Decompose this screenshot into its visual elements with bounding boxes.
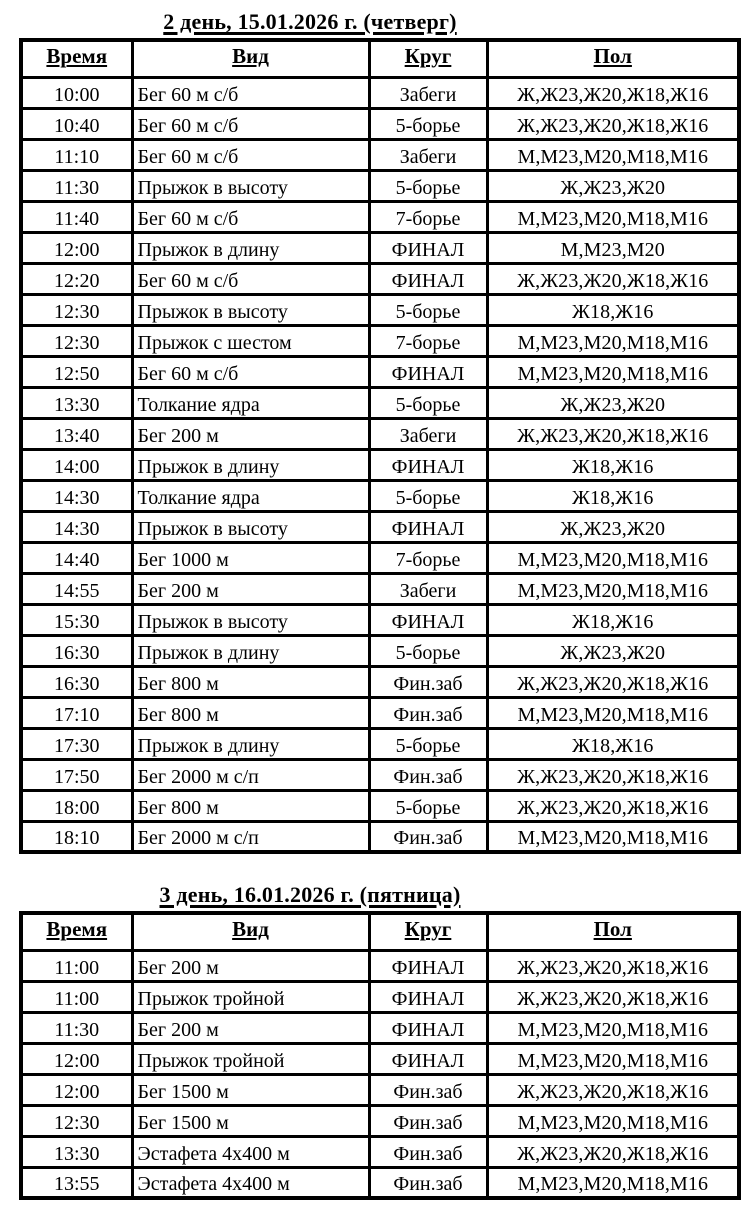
event-cell: Бег 60 м с/б	[132, 263, 369, 294]
table-row	[21, 170, 739, 201]
round-cell: ФИНАЛ	[369, 1012, 487, 1043]
round-cell: Фин.заб	[369, 1105, 487, 1136]
table-row	[21, 418, 739, 449]
gender-cell: М,М23,М20,М18,М16	[487, 356, 739, 387]
table-row	[21, 356, 739, 387]
gender-cell: М,М23,М20,М18,М16	[487, 1043, 739, 1074]
round-cell: 5-борье	[369, 635, 487, 666]
table-row	[21, 1043, 739, 1074]
table-row	[21, 263, 739, 294]
column-header-time: Время	[21, 40, 132, 77]
event-cell: Бег 200 м	[132, 950, 369, 981]
event-cell: Прыжок в высоту	[132, 511, 369, 542]
table-row	[21, 449, 739, 480]
round-cell: ФИНАЛ	[369, 449, 487, 480]
table-row	[21, 1012, 739, 1043]
round-cell: ФИНАЛ	[369, 981, 487, 1012]
table-row	[21, 759, 739, 790]
event-cell: Прыжок тройной	[132, 981, 369, 1012]
time-cell: 14:55	[21, 573, 132, 604]
round-cell: 5-борье	[369, 294, 487, 325]
gender-cell: Ж,Ж23,Ж20	[487, 511, 739, 542]
day2-title: 2 день, 15.01.2026 г. (четверг)	[163, 9, 457, 34]
time-cell: 12:30	[21, 1105, 132, 1136]
gender-cell: М,М23,М20,М18,М16	[487, 573, 739, 604]
event-cell: Прыжок в длину	[132, 232, 369, 263]
round-cell: Фин.заб	[369, 1136, 487, 1167]
time-cell: 13:55	[21, 1167, 132, 1198]
round-cell: 7-борье	[369, 542, 487, 573]
event-cell: Бег 60 м с/б	[132, 201, 369, 232]
event-cell: Бег 800 м	[132, 697, 369, 728]
round-cell: ФИНАЛ	[369, 511, 487, 542]
header-row	[21, 40, 739, 77]
round-cell: ФИНАЛ	[369, 263, 487, 294]
table-row	[21, 1136, 739, 1167]
round-cell: ФИНАЛ	[369, 232, 487, 263]
table-row	[21, 790, 739, 821]
column-header-round: Круг	[369, 913, 487, 950]
table-row	[21, 635, 739, 666]
header-row	[21, 913, 739, 950]
event-cell: Прыжок в высоту	[132, 604, 369, 635]
round-cell: Фин.заб	[369, 1167, 487, 1198]
schedule-table-day3	[19, 911, 741, 1200]
table-row	[21, 728, 739, 759]
time-cell: 12:20	[21, 263, 132, 294]
time-cell: 14:30	[21, 480, 132, 511]
gender-cell: Ж,Ж23,Ж20	[487, 170, 739, 201]
round-cell: Забеги	[369, 573, 487, 604]
gender-cell: Ж,Ж23,Ж20,Ж18,Ж16	[487, 981, 739, 1012]
table-row	[21, 1167, 739, 1198]
event-cell: Бег 1000 м	[132, 542, 369, 573]
column-header-round: Круг	[369, 40, 487, 77]
time-cell: 13:40	[21, 418, 132, 449]
round-cell: Забеги	[369, 77, 487, 108]
gender-cell: Ж,Ж23,Ж20	[487, 635, 739, 666]
event-cell: Бег 200 м	[132, 418, 369, 449]
table-row	[21, 108, 739, 139]
event-cell: Бег 800 м	[132, 790, 369, 821]
time-cell: 12:00	[21, 232, 132, 263]
time-cell: 12:50	[21, 356, 132, 387]
round-cell: 7-борье	[369, 325, 487, 356]
event-cell: Бег 1500 м	[132, 1074, 369, 1105]
time-cell: 10:00	[21, 77, 132, 108]
event-cell: Бег 60 м с/б	[132, 77, 369, 108]
day3-title: 3 день, 16.01.2026 г. (пятница)	[159, 882, 461, 907]
round-cell: Фин.заб	[369, 821, 487, 852]
round-cell: Забеги	[369, 139, 487, 170]
event-cell: Бег 200 м	[132, 573, 369, 604]
table-row	[21, 387, 739, 418]
round-cell: Фин.заб	[369, 759, 487, 790]
round-cell: 5-борье	[369, 790, 487, 821]
column-header-event: Вид	[132, 913, 369, 950]
gender-cell: М,М23,М20,М18,М16	[487, 542, 739, 573]
round-cell: ФИНАЛ	[369, 356, 487, 387]
event-cell: Прыжок в длину	[132, 728, 369, 759]
table-row	[21, 1074, 739, 1105]
gender-cell: Ж,Ж23,Ж20	[487, 387, 739, 418]
time-cell: 16:30	[21, 635, 132, 666]
gender-cell: М,М23,М20,М18,М16	[487, 201, 739, 232]
gender-cell: Ж,Ж23,Ж20,Ж18,Ж16	[487, 418, 739, 449]
time-cell: 11:30	[21, 1012, 132, 1043]
time-cell: 12:00	[21, 1074, 132, 1105]
column-header-time: Время	[21, 913, 132, 950]
gender-cell: Ж18,Ж16	[487, 294, 739, 325]
table-row	[21, 480, 739, 511]
event-cell: Бег 60 м с/б	[132, 356, 369, 387]
table-row	[21, 139, 739, 170]
event-cell: Прыжок тройной	[132, 1043, 369, 1074]
table-row	[21, 697, 739, 728]
gender-cell: Ж,Ж23,Ж20,Ж18,Ж16	[487, 263, 739, 294]
time-cell: 17:30	[21, 728, 132, 759]
event-cell: Прыжок в длину	[132, 635, 369, 666]
gender-cell: Ж18,Ж16	[487, 728, 739, 759]
time-cell: 12:30	[21, 325, 132, 356]
gender-cell: Ж18,Ж16	[487, 480, 739, 511]
event-cell: Бег 800 м	[132, 666, 369, 697]
column-header-gender: Пол	[487, 40, 739, 77]
round-cell: Забеги	[369, 418, 487, 449]
round-cell: ФИНАЛ	[369, 604, 487, 635]
table-row	[21, 821, 739, 852]
gender-cell: Ж,Ж23,Ж20,Ж18,Ж16	[487, 108, 739, 139]
time-cell: 11:00	[21, 950, 132, 981]
schedule-table-day2	[19, 38, 741, 854]
gender-cell: М,М23,М20	[487, 232, 739, 263]
event-cell: Бег 60 м с/б	[132, 108, 369, 139]
round-cell: ФИНАЛ	[369, 950, 487, 981]
table-row	[21, 232, 739, 263]
time-cell: 11:00	[21, 981, 132, 1012]
time-cell: 12:30	[21, 294, 132, 325]
table-row	[21, 981, 739, 1012]
round-cell: 5-борье	[369, 728, 487, 759]
time-cell: 17:50	[21, 759, 132, 790]
table-row	[21, 294, 739, 325]
event-cell: Толкание ядра	[132, 387, 369, 418]
gender-cell: М,М23,М20,М18,М16	[487, 821, 739, 852]
event-cell: Бег 2000 м с/п	[132, 821, 369, 852]
gender-cell: Ж18,Ж16	[487, 449, 739, 480]
table-row	[21, 604, 739, 635]
gender-cell: М,М23,М20,М18,М16	[487, 1012, 739, 1043]
time-cell: 11:30	[21, 170, 132, 201]
gender-cell: Ж18,Ж16	[487, 604, 739, 635]
round-cell: 5-борье	[369, 170, 487, 201]
time-cell: 14:00	[21, 449, 132, 480]
round-cell: Фин.заб	[369, 666, 487, 697]
round-cell: 5-борье	[369, 387, 487, 418]
table-row	[21, 573, 739, 604]
gender-cell: М,М23,М20,М18,М16	[487, 325, 739, 356]
event-cell: Прыжок в высоту	[132, 170, 369, 201]
event-cell: Бег 2000 м с/п	[132, 759, 369, 790]
event-cell: Бег 200 м	[132, 1012, 369, 1043]
time-cell: 18:10	[21, 821, 132, 852]
time-cell: 15:30	[21, 604, 132, 635]
event-cell: Прыжок в высоту	[132, 294, 369, 325]
time-cell: 13:30	[21, 1136, 132, 1167]
gender-cell: М,М23,М20,М18,М16	[487, 139, 739, 170]
gender-cell: Ж,Ж23,Ж20,Ж18,Ж16	[487, 950, 739, 981]
table-row	[21, 542, 739, 573]
time-cell: 13:30	[21, 387, 132, 418]
table-row	[21, 77, 739, 108]
gender-cell: Ж,Ж23,Ж20,Ж18,Ж16	[487, 790, 739, 821]
gender-cell: Ж,Ж23,Ж20,Ж18,Ж16	[487, 759, 739, 790]
gender-cell: Ж,Ж23,Ж20,Ж18,Ж16	[487, 666, 739, 697]
table-row	[21, 1105, 739, 1136]
event-cell: Толкание ядра	[132, 480, 369, 511]
event-cell: Бег 1500 м	[132, 1105, 369, 1136]
time-cell: 17:10	[21, 697, 132, 728]
time-cell: 14:40	[21, 542, 132, 573]
event-cell: Эстафета 4х400 м	[132, 1136, 369, 1167]
column-header-gender: Пол	[487, 913, 739, 950]
time-cell: 18:00	[21, 790, 132, 821]
table-row	[21, 325, 739, 356]
time-cell: 16:30	[21, 666, 132, 697]
column-header-event: Вид	[132, 40, 369, 77]
time-cell: 14:30	[21, 511, 132, 542]
gender-cell: Ж,Ж23,Ж20,Ж18,Ж16	[487, 77, 739, 108]
event-cell: Прыжок в длину	[132, 449, 369, 480]
time-cell: 12:00	[21, 1043, 132, 1074]
table-row	[21, 666, 739, 697]
round-cell: 5-борье	[369, 108, 487, 139]
round-cell: Фин.заб	[369, 1074, 487, 1105]
gender-cell: М,М23,М20,М18,М16	[487, 1105, 739, 1136]
gender-cell: М,М23,М20,М18,М16	[487, 697, 739, 728]
table-row	[21, 950, 739, 981]
event-cell: Эстафета 4х400 м	[132, 1167, 369, 1198]
gender-cell: Ж,Ж23,Ж20,Ж18,Ж16	[487, 1074, 739, 1105]
gender-cell: Ж,Ж23,Ж20,Ж18,Ж16	[487, 1136, 739, 1167]
time-cell: 10:40	[21, 108, 132, 139]
gender-cell: М,М23,М20,М18,М16	[487, 1167, 739, 1198]
table-row	[21, 511, 739, 542]
table-row	[21, 201, 739, 232]
round-cell: ФИНАЛ	[369, 1043, 487, 1074]
event-cell: Прыжок с шестом	[132, 325, 369, 356]
round-cell: 7-борье	[369, 201, 487, 232]
round-cell: Фин.заб	[369, 697, 487, 728]
round-cell: 5-борье	[369, 480, 487, 511]
time-cell: 11:10	[21, 139, 132, 170]
time-cell: 11:40	[21, 201, 132, 232]
event-cell: Бег 60 м с/б	[132, 139, 369, 170]
